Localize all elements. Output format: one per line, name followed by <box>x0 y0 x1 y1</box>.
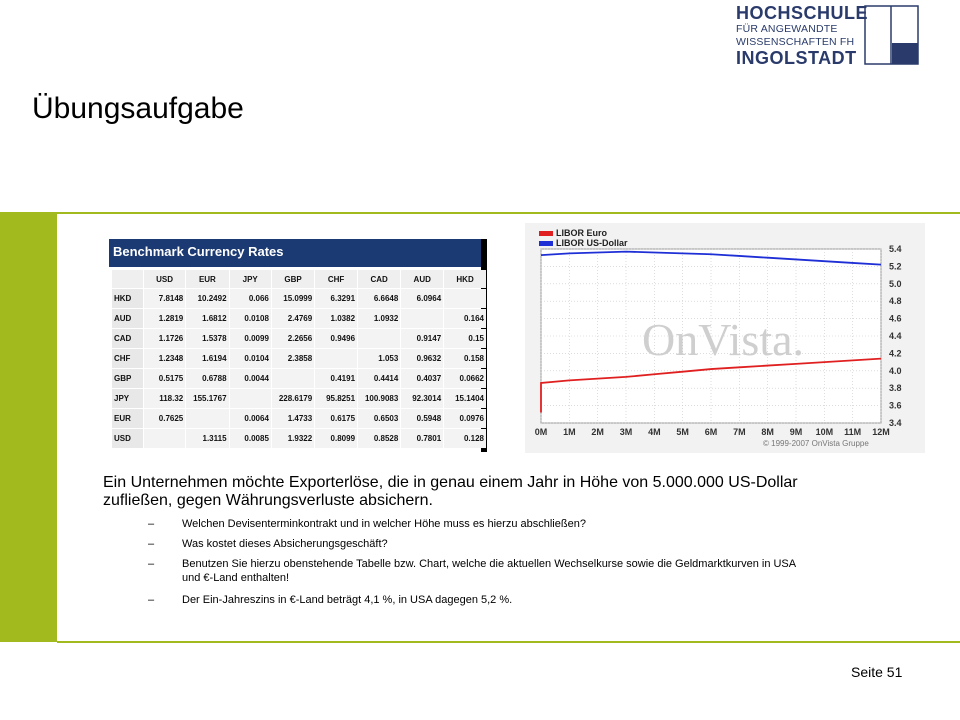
table-cell: 0.5175 <box>144 369 185 388</box>
table-cell: 0.0108 <box>230 309 271 328</box>
table-row <box>112 369 486 388</box>
chart-legend <box>539 228 628 248</box>
table-cell: 15.0999 <box>272 289 314 308</box>
row-label: AUD <box>112 309 143 328</box>
y-tick-label: 5.0 <box>889 278 902 289</box>
y-tick-label: 4.4 <box>889 331 902 341</box>
table-cell: 1.2348 <box>144 349 185 368</box>
frame-top-line <box>57 212 960 214</box>
table-cell <box>444 289 486 308</box>
table-cell: 228.6179 <box>272 389 314 408</box>
rates-body <box>112 289 486 448</box>
accent-sidebar <box>0 212 57 642</box>
table-cell: 95.8251 <box>315 389 357 408</box>
y-tick-label: 4.6 <box>889 313 902 324</box>
table-cell: 0.4037 <box>401 369 443 388</box>
table-cell: 0.6175 <box>315 409 357 428</box>
table-cell: 10.2492 <box>186 289 228 308</box>
row-label: USD <box>112 429 143 448</box>
table-cell: 6.6648 <box>358 289 400 308</box>
x-tick-label: 6M <box>704 427 718 437</box>
logo-mark-icon <box>864 5 919 65</box>
table-row <box>112 329 486 348</box>
table-cell: 0.9632 <box>401 349 443 368</box>
table-cell: 0.6788 <box>186 369 228 388</box>
rates-header-row <box>112 270 486 288</box>
bullet-dash: – <box>148 594 155 606</box>
y-tick-label: 4.8 <box>889 296 902 307</box>
table-cell: 2.2656 <box>272 329 314 348</box>
table-cell: 1.3115 <box>186 429 228 448</box>
table-cell: 1.1726 <box>144 329 185 348</box>
x-tick-label: 2M <box>591 427 604 437</box>
frame-bottom-line <box>57 641 960 643</box>
table-cell: 0.066 <box>230 289 271 308</box>
table-cell: 0.7801 <box>401 429 443 448</box>
table-cell: 1.053 <box>358 349 400 368</box>
bullet-text: Benutzen Sie hierzu obenstehende Tabelle bzw. Chart, welche die aktuellen Wechselkurse sowie die Geldmarktkurven in USA und €-Land enthalten! <box>182 558 796 584</box>
bullet-text: Was kostet dieses Absicherungsgeschäft? <box>182 538 388 550</box>
table-cell: 0.8528 <box>358 429 400 448</box>
table-cell: 15.1404 <box>444 389 486 408</box>
table-row <box>112 389 486 408</box>
table-corner <box>112 270 143 288</box>
y-tick-label: 3.8 <box>889 383 902 394</box>
table-row <box>112 289 486 308</box>
table-cell: 1.6194 <box>186 349 228 368</box>
column-header: HKD <box>444 270 486 288</box>
rates-heading: Benchmark Currency Rates <box>109 239 481 267</box>
y-tick-label: 4.0 <box>889 365 902 376</box>
y-tick-label: 3.6 <box>889 400 902 411</box>
logo-line-1: HOCHSCHULE <box>736 3 869 23</box>
table-cell: 1.6812 <box>186 309 228 328</box>
chart-canvas <box>525 223 925 453</box>
university-logo <box>736 3 869 68</box>
row-label: CAD <box>112 329 143 348</box>
chart-watermark: OnVista. <box>641 314 805 365</box>
x-tick-label: 8M <box>761 427 774 437</box>
table-cell: 0.8099 <box>315 429 357 448</box>
column-header: CHF <box>315 270 357 288</box>
bullet-text: Welchen Devisenterminkontrakt und in welcher Höhe muss es hierzu abschließen? <box>182 518 586 530</box>
table-cell: 0.0044 <box>230 369 271 388</box>
table-cell: 1.0932 <box>358 309 400 328</box>
table-cell: 0.7625 <box>144 409 185 428</box>
table-cell: 0.9147 <box>401 329 443 348</box>
table-cell: 2.3858 <box>272 349 314 368</box>
table-cell: 0.6503 <box>358 409 400 428</box>
y-tick-label: 5.2 <box>889 261 902 272</box>
logo-line-2: FÜR ANGEWANDTE <box>736 23 838 35</box>
table-cell <box>401 309 443 328</box>
table-row <box>112 309 486 328</box>
table-cell: 0.0976 <box>444 409 486 428</box>
page-title: Übungsaufgabe <box>32 92 244 125</box>
table-cell: 0.164 <box>444 309 486 328</box>
x-tick-label: 5M <box>676 427 689 437</box>
y-tick-label: 3.4 <box>889 418 902 428</box>
table-cell <box>315 349 357 368</box>
bullet-dash: – <box>148 538 155 550</box>
table-cell: 118.32 <box>144 389 185 408</box>
x-tick-label: 4M <box>648 427 661 437</box>
row-label: EUR <box>112 409 143 428</box>
table-cell: 0.0099 <box>230 329 271 348</box>
table-cell: 0.4191 <box>315 369 357 388</box>
legend-euro <box>539 228 628 238</box>
legend-usd <box>539 238 628 248</box>
column-header: USD <box>144 270 185 288</box>
table-cell: 0.128 <box>444 429 486 448</box>
table-cell: 0.9496 <box>315 329 357 348</box>
table-cell: 1.4733 <box>272 409 314 428</box>
page-number: Seite 51 <box>851 664 903 680</box>
table-cell: 1.5378 <box>186 329 228 348</box>
x-tick-label: 1M <box>563 427 576 437</box>
table-cell: 0.0064 <box>230 409 271 428</box>
table-row <box>112 349 486 368</box>
table-cell <box>272 369 314 388</box>
x-tick-label: 11M <box>844 427 862 437</box>
logo-line-4: INGOLSTADT <box>736 48 857 68</box>
table-cell: 7.8148 <box>144 289 185 308</box>
y-tick-label: 5.4 <box>889 244 902 254</box>
column-header: JPY <box>230 270 271 288</box>
x-tick-label: 3M <box>619 427 633 437</box>
y-tick-label: 4.2 <box>889 348 902 359</box>
table-cell: 1.2819 <box>144 309 185 328</box>
table-cell: 0.0662 <box>444 369 486 388</box>
table-cell: 0.158 <box>444 349 486 368</box>
column-header: GBP <box>272 270 314 288</box>
legend-euro-swatch <box>539 231 553 236</box>
table-cell: 6.3291 <box>315 289 357 308</box>
table-cell: 2.4769 <box>272 309 314 328</box>
bullet-dash: – <box>148 558 155 570</box>
table-cell: 0.0085 <box>230 429 271 448</box>
bullet-dash: – <box>148 518 155 530</box>
chart-copyright: © 1999-2007 OnVista Gruppe <box>763 439 869 448</box>
column-header: CAD <box>358 270 400 288</box>
task-intro: Ein Unternehmen möchte Exporterlöse, die in genau einem Jahr in Höhe von 5.000.000 US-Dollar zufließen, gegen Währungsverluste absichern. <box>103 474 798 509</box>
legend-usd-swatch <box>539 241 553 246</box>
table-cell <box>358 329 400 348</box>
table-cell: 1.9322 <box>272 429 314 448</box>
table-cell: 0.4414 <box>358 369 400 388</box>
x-tick-label: 12M <box>872 427 890 437</box>
table-row <box>112 409 486 428</box>
column-header: EUR <box>186 270 228 288</box>
row-label: JPY <box>112 389 143 408</box>
x-tick-label: 7M <box>733 427 746 437</box>
row-label: GBP <box>112 369 143 388</box>
table-cell: 0.0104 <box>230 349 271 368</box>
table-cell: 0.5948 <box>401 409 443 428</box>
column-header: AUD <box>401 270 443 288</box>
table-cell <box>186 409 228 428</box>
table-cell <box>230 389 271 408</box>
logo-line-3: WISSENSCHAFTEN FH <box>736 35 855 48</box>
legend-usd-label: LIBOR US-Dollar <box>556 238 628 248</box>
table-cell: 92.3014 <box>401 389 443 408</box>
table-cell: 100.9083 <box>358 389 400 408</box>
x-tick-label: 9M <box>789 427 803 437</box>
libor-chart <box>525 223 925 453</box>
bullet-text: Der Ein-Jahreszins in €-Land beträgt 4,1 %, in USA dagegen 5,2 %. <box>182 594 513 606</box>
row-label: CHF <box>112 349 143 368</box>
table-cell: 6.0964 <box>401 289 443 308</box>
row-label: HKD <box>112 289 143 308</box>
table-row <box>112 429 486 448</box>
x-tick-label: 0M <box>534 427 548 437</box>
table-cell <box>144 429 185 448</box>
table-cell: 1.0382 <box>315 309 357 328</box>
currency-rates-table <box>109 239 487 452</box>
rates-grid <box>111 269 487 449</box>
x-tick-label: 10M <box>815 427 834 437</box>
legend-euro-label: LIBOR Euro <box>556 228 607 238</box>
table-cell: 155.1767 <box>186 389 228 408</box>
table-cell: 0.15 <box>444 329 486 348</box>
